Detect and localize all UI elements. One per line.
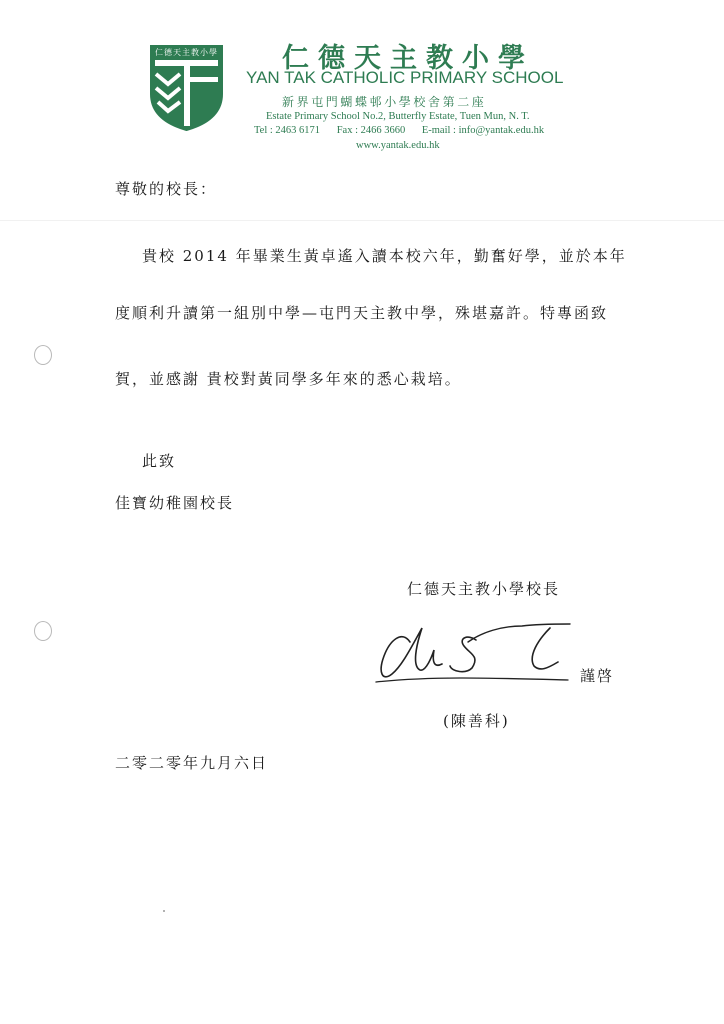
fax: Fax : 2466 3660: [336, 125, 406, 136]
signer-name: (陳善科): [443, 712, 510, 730]
signature-suffix: 謹啓: [580, 667, 615, 685]
address-english: Estate Primary School No.2, Butterfly Estate, Tuen Mun, N. T.: [266, 111, 530, 122]
scan-artifact-dot: [163, 910, 165, 912]
closing-phrase: 此致: [142, 452, 177, 470]
salutation: 尊敬的校長：: [115, 180, 218, 198]
paragraph-line-3: 賀，並感謝 貴校對黃同學多年來的悉心栽培。: [115, 370, 462, 388]
letter-date: 二零二零年九月六日: [115, 754, 269, 772]
email-address: E-mail : info@yantak.edu.hk: [421, 125, 545, 136]
paragraph-line-2: 度順利升讀第一組別中學—屯門天主教中學，殊堪嘉許。特專函致: [115, 304, 609, 322]
paragraph-line-1: 貴校 2014 年畢業生黃卓遙入讀本校六年，勤奮好學，並於本年: [142, 247, 627, 265]
punch-hole: [34, 621, 52, 641]
punch-hole: [34, 345, 52, 365]
handwritten-signature: [372, 612, 582, 694]
telephone: Tel : 2463 6171: [254, 125, 321, 136]
website-url: www.yantak.edu.hk: [356, 140, 440, 151]
address-chinese: 新界屯門蝴蝶邨小學校舍第二座: [282, 95, 487, 109]
sender-title: 仁德天主教小學校長: [407, 580, 561, 598]
school-name-chinese: 仁德天主教小學: [282, 43, 534, 74]
recipient: 佳寶幼稚園校長: [115, 494, 235, 512]
school-name-english: YAN TAK CATHOLIC PRIMARY SCHOOL: [246, 68, 564, 87]
scan-artifact-line: [0, 220, 724, 221]
contact-line: [254, 125, 564, 136]
crest-label: 仁德天主教小學: [155, 48, 218, 57]
